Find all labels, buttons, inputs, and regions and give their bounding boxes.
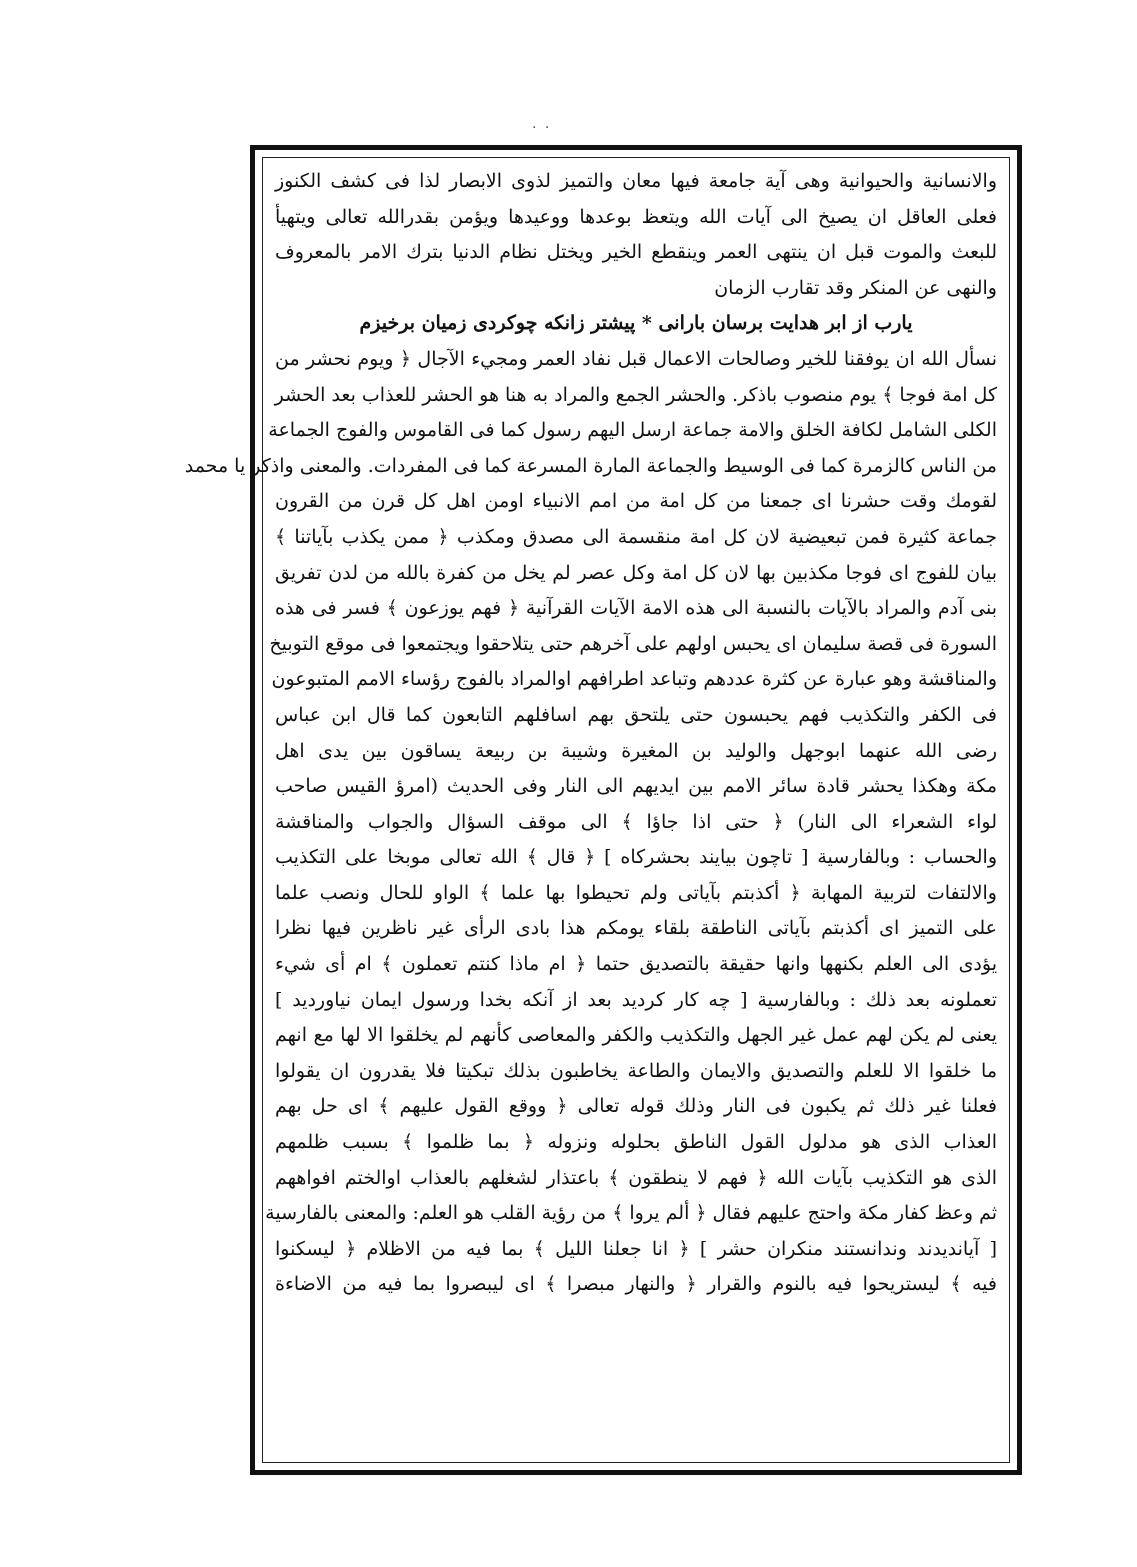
page-border-outer — [184, 145, 1022, 1475]
text-line: والمناقشة وهو عبارة عن كثرة عددهم وتباعد اطرافهم اوالمراد بالفوج رؤساء الامم المتبوعون — [271, 668, 997, 691]
text-line: يعنى لم يكن لهم عمل غير الجهل والتكذيب والكفر والمعاصى كأنهم لم يخلقوا الا لها مع انهم — [275, 1024, 997, 1047]
text-line: لقومك وقت حشرنا اى جمعنا من كل امة من امم الانبياء اومن اهل كل قرن من القرون — [275, 490, 997, 513]
text-line: فعلى العاقل ان يصيخ الى آيات الله ويتعظ بوعدها ووعيدها ويؤمن بقدرالله تعالى ويتهيأ — [275, 205, 997, 228]
text-line: ثم وعظ كفار مكة واحتج عليهم فقال ﴿ ألم يروا ﴾ من رؤية القلب هو العلم: والمعنى بالفارسية — [265, 1202, 997, 1225]
text-line: الذى هو التكذيب بآيات الله ﴿ فهم لا ينطقون ﴾ باعتذار لشغلهم بالعذاب اوالختم افواههم — [275, 1166, 997, 1189]
text-line: رضى الله عنهما ابوجهل والوليد بن المغيرة وشيبة بن ربيعة يساقون بين يدى اهل — [275, 739, 997, 762]
text-line: ما خلقوا الا للعلم والتصديق والايمان والطاعة يخاطبون بذلك تبكيتا فلا يقدرون ان يقولوا — [275, 1059, 997, 1082]
text-line: تعملونه بعد ذلك : وبالفارسية [ چه كار كرديد بعد از آنكه بخدا ورسول ايمان نياورديد ] — [275, 988, 997, 1011]
persian-verse: يارب از ابر هدايت برسان بارانى * پيشتر زانكه چوكردى زميان برخيزم — [359, 312, 913, 335]
text-line: والانسانية والحيوانية وهى آية جامعة فيها معان والتميز لذوى الابصار لذا فى كشف الكنوز — [275, 170, 997, 192]
text-line: جماعة كثيرة فمن تبعيضية لان كل امة منقسمة الى مصدق ومكذب ﴿ ممن يكذب بآياتنا ﴾ — [275, 525, 997, 548]
text-line: الكلى الشامل لكافة الخلق والامة جماعة ارسل اليهم رسول كما فى القاموس والفوج الجماعة — [268, 419, 997, 442]
text-line: نسأل الله ان يوفقنا للخير وصالحات الاعمال قبل نفاد العمر ومجيء الآجال ﴿ ويوم نحشر من — [275, 347, 997, 370]
text-line: من الناس كالزمرة كما فى الوسيط والجماعة المارة المسرعة كما فى المفردات. والمعنى واذكر يا محمد — [184, 454, 997, 477]
text-line: بنى آدم والمراد بالآيات بالنسبة الى هذه الامة الآيات القرآنية ﴿ فهم يوزعون ﴾ فسر فى هذه — [275, 597, 997, 620]
text-line: العذاب الذى هو مدلول القول الناطق بحلوله ونزوله ﴿ بما ظلموا ﴾ بسبب ظلمهم — [275, 1131, 997, 1154]
text-line: يؤدى الى العلم بكنهها وانها حقيقة بالتصديق حتما ﴿ ام ماذا كنتم تعملون ﴾ ام أى شيء — [275, 953, 997, 976]
text-line: فى الكفر والتكذيب فهم يحبسون حتى يلتحق بهم اسافلهم التابعون كما قال ابن عباس — [275, 703, 997, 726]
text-line: كل امة فوجا ﴾ يوم منصوب باذكر. والحشر الجمع والمراد به هنا هو الحشر للعذاب بعد الحشر — [274, 383, 997, 406]
text-line: فيه ﴾ ليستريحوا فيه بالنوم والقرار ﴿ والنهار مبصرا ﴾ اى ليبصروا بما فيه من الاضاءة — [275, 1273, 997, 1296]
text-line: للبعث والموت قبل ان ينتهى العمر وينقطع الخير ويختل نظام الدنيا بترك الامر بالمعروف — [275, 241, 997, 264]
text-block — [184, 157, 1010, 1463]
page-speck: · · — [532, 120, 552, 136]
text-line: لواء الشعراء الى النار) ﴿ حتى اذا جاؤا ﴾ الى موقف السؤال والجواب والمناقشة — [275, 810, 997, 833]
text-line: بيان للفوج اى فوجا مكذبين بها لان كل امة وكل عصر لم يخل من كفرة بالله من لدن تفريق — [275, 561, 997, 584]
text-line: فعلنا غير ذلك ثم يكبون فى النار وذلك قوله تعالى ﴿ ووقع القول عليهم ﴾ اى حل بهم — [275, 1095, 997, 1118]
text-line: السورة فى قصة سليمان اى يحبس اولهم على آخرهم حتى يتلاحقوا ويجتمعوا فى موقع التوبيخ — [269, 632, 997, 655]
text-line: على التميز اى أكذبتم بآياتى الناطقة بلقاء يومكم هذا بادى الرأى غير ناظرين فيها نظرا — [275, 917, 997, 940]
text-line: والنهى عن المنكر وقد تقارب الزمان — [714, 276, 997, 299]
text-line: والالتفات لتربية المهابة ﴿ أكذبتم بآياتى ولم تحيطوا بها علما ﴾ الواو للحال ونصب علما — [275, 881, 997, 904]
text-line: والحساب : وبالفارسية [ تاچون بيايند بحشركاه ] ﴿ قال ﴾ الله تعالى موبخا على التكذيب — [275, 846, 997, 869]
text-line: [ آيانديدند وندانستند منكران حشر ] ﴿ انا جعلنا الليل ﴾ بما فيه من الاظلام ﴿ ليسكنوا — [275, 1237, 997, 1260]
text-line: مكة وهكذا يحشر قادة سائر الامم بين ايديهم الى النار وفى الحديث (امرؤ القيس صاحب — [275, 775, 997, 798]
